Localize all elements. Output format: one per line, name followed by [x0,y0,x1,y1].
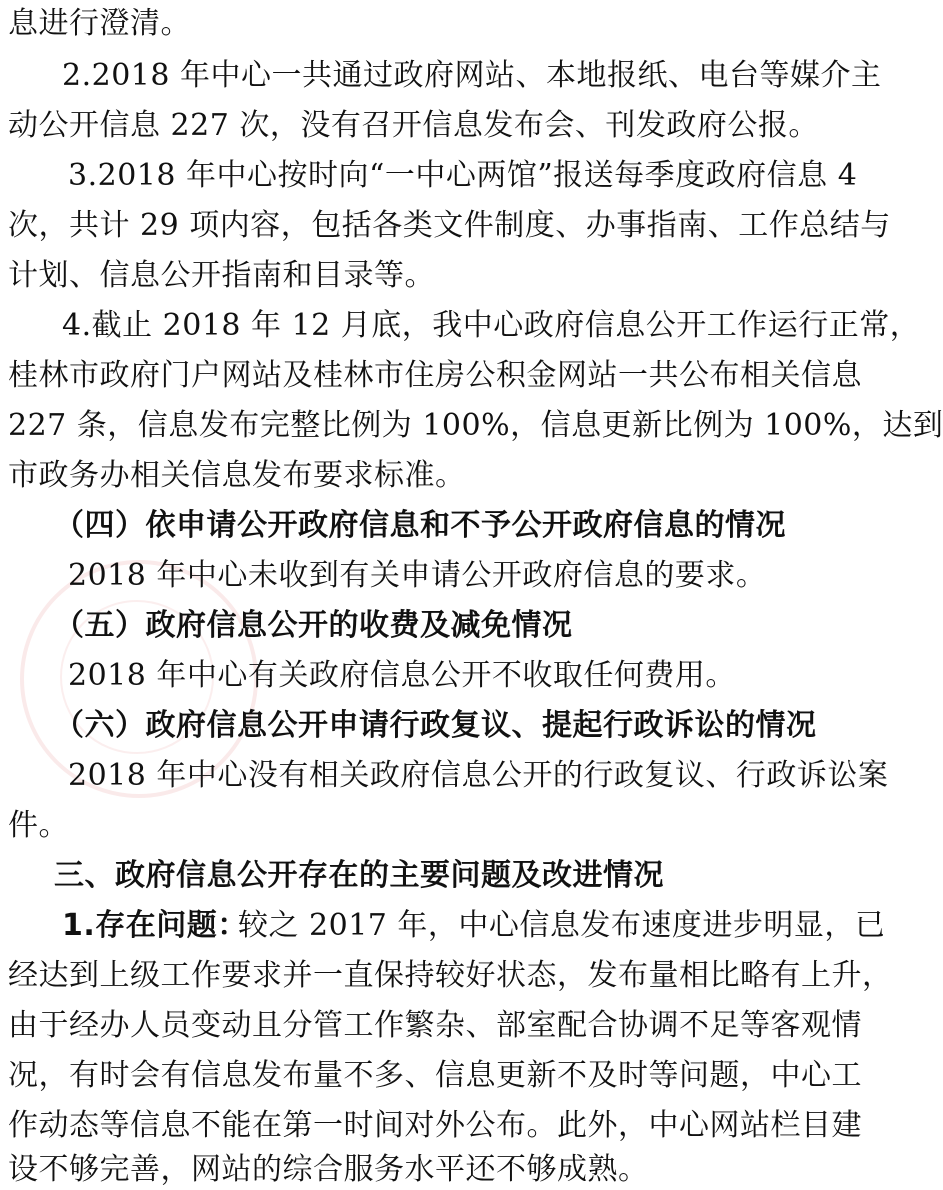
paragraph-line: 动公开信息 227 次，没有召开信息发布会、刊发政府公报。 [8,108,819,143]
paragraph-line: 较之 2017 年，中心信息发布速度进步明显，已 [238,908,886,943]
section-heading: （四）依申请公开政府信息和不予公开政府信息的情况 [54,508,786,543]
paragraph-line: 息进行澄清。 [8,6,191,41]
paragraph-line: 作动态等信息不能在第一时间对外公布。此外，中心网站栏目建 [8,1108,862,1143]
paragraph-line: 由于经办人员变动且分管工作繁杂、部室配合协调不足等客观情 [8,1008,862,1043]
paragraph-line: 2018 年中心未收到有关申请公开政府信息的要求。 [68,558,767,593]
section-heading: （六）政府信息公开申请行政复议、提起行政诉讼的情况 [54,708,817,743]
section-heading: （五）政府信息公开的收费及减免情况 [54,608,573,643]
paragraph-line: 经达到上级工作要求并一直保持较好状态，发布量相比略有上升， [8,958,893,993]
subheading-label: 1.存在问题： [62,908,248,943]
paragraph-line: 设不够完善，网站的综合服务水平还不够成熟。 [8,1152,649,1187]
paragraph-line: 3.2018 年中心按时向“一中心两馆”报送每季度政府信息 4 [68,158,858,193]
paragraph-line: 市政务办相关信息发布要求标准。 [8,458,466,493]
paragraph-line: 次，共计 29 项内容，包括各类文件制度、办事指南、工作总结与 [8,208,891,243]
paragraph-line: 2.2018 年中心一共通过政府网站、本地报纸、电台等媒介主 [62,58,882,93]
paragraph-line: 2018 年中心没有相关政府信息公开的行政复议、行政诉讼案 [68,758,889,793]
paragraph-line: 4.截止 2018 年 12 月底，我中心政府信息公开工作运行正常， [62,308,921,343]
paragraph-line: 227 条，信息发布完整比例为 100%，信息更新比例为 100%，达到 [8,408,943,443]
paragraph-line: 况，有时会有信息发布量不多、信息更新不及时等问题，中心工 [8,1058,862,1093]
paragraph-line: 件。 [8,808,69,843]
paragraph-line: 计划、信息公开指南和目录等。 [8,258,435,293]
section-heading: 三、政府信息公开存在的主要问题及改进情况 [54,858,664,893]
paragraph-line: 桂林市政府门户网站及桂林市住房公积金网站一共公布相关信息 [8,358,862,393]
paragraph-line: 2018 年中心有关政府信息公开不收取任何费用。 [68,658,736,693]
